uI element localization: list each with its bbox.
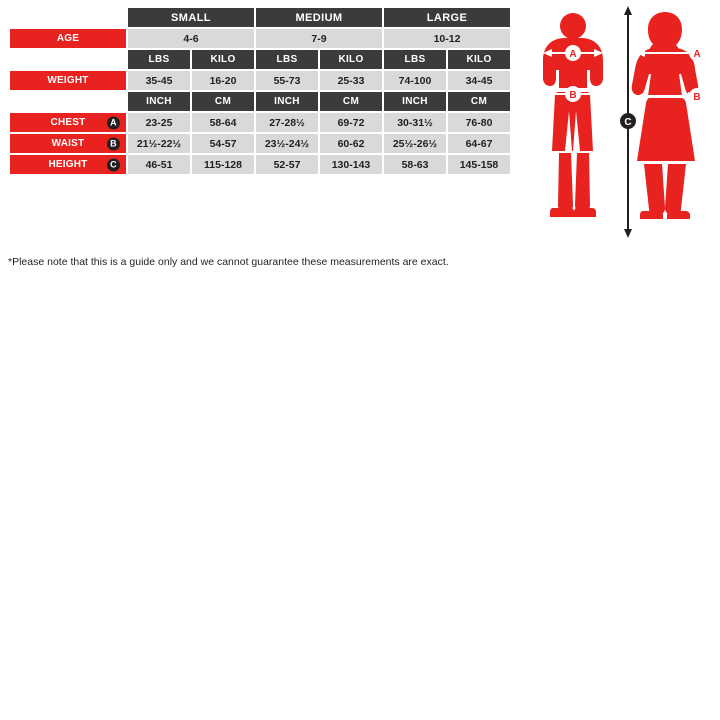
- marker-b-boy-icon: [565, 86, 581, 102]
- chest-cm-small: 58-64: [192, 113, 254, 132]
- marker-a-girl-icon: [689, 45, 705, 61]
- chest-cm-large: 76-80: [448, 113, 510, 132]
- table-row-waist: [10, 134, 510, 153]
- table-row-age: [10, 29, 510, 48]
- measurement-figures: [525, 4, 715, 254]
- row-label-height-text: HEIGHT: [48, 159, 88, 170]
- height-inch-medium: 52-57: [256, 155, 318, 174]
- row-label-age: AGE: [10, 29, 126, 48]
- unit-inch-medium: INCH: [256, 92, 318, 111]
- unit-kilo-large: KILO: [448, 50, 510, 69]
- unit-lbs-large: LBS: [384, 50, 446, 69]
- marker-a-boy-icon: [565, 45, 581, 61]
- unit-lbs-small: LBS: [128, 50, 190, 69]
- height-inch-small: 46-51: [128, 155, 190, 174]
- marker-c-icon: C: [107, 158, 120, 171]
- spacer-cell: [10, 50, 126, 69]
- weight-lbs-medium: 55-73: [256, 71, 318, 90]
- height-inch-large: 58-63: [384, 155, 446, 174]
- waist-cm-small: 54-57: [192, 134, 254, 153]
- table-row-weight: [10, 71, 510, 90]
- height-cm-large: 145-158: [448, 155, 510, 174]
- unit-lbs-medium: LBS: [256, 50, 318, 69]
- table-row-length-units: [10, 92, 510, 111]
- row-label-weight: WEIGHT: [10, 71, 126, 90]
- row-label-chest-text: CHEST: [50, 117, 86, 128]
- unit-kilo-medium: KILO: [320, 50, 382, 69]
- table-row-height: [10, 155, 510, 174]
- disclaimer-note: *Please note that this is a guide only and we cannot guarantee these measurements are exact.: [8, 256, 449, 268]
- marker-b-girl-label: B: [693, 92, 701, 103]
- header-medium: MEDIUM: [256, 8, 382, 27]
- height-cm-small: 115-128: [192, 155, 254, 174]
- marker-a-boy-label: A: [569, 49, 577, 60]
- chest-inch-small: 23-25: [128, 113, 190, 132]
- marker-b-girl-icon: [689, 88, 705, 104]
- table-row-weight-units: [10, 50, 510, 69]
- weight-kilo-small: 16-20: [192, 71, 254, 90]
- waist-cm-large: 64-67: [448, 134, 510, 153]
- chest-inch-large: 30-31½: [384, 113, 446, 132]
- header-small: SMALL: [128, 8, 254, 27]
- weight-lbs-small: 35-45: [128, 71, 190, 90]
- age-small: 4-6: [128, 29, 254, 48]
- chest-cm-medium: 69-72: [320, 113, 382, 132]
- spacer-cell: [10, 92, 126, 111]
- waist-inch-small: 21½-22½: [128, 134, 190, 153]
- row-label-chest: [10, 113, 126, 132]
- marker-b-icon: B: [107, 137, 120, 150]
- unit-kilo-small: KILO: [192, 50, 254, 69]
- weight-lbs-large: 74-100: [384, 71, 446, 90]
- size-chart-table: [8, 6, 512, 176]
- height-cm-medium: 130-143: [320, 155, 382, 174]
- waist-cm-medium: 60-62: [320, 134, 382, 153]
- table-row-size-headers: [10, 8, 510, 27]
- unit-inch-large: INCH: [384, 92, 446, 111]
- row-label-waist: [10, 134, 126, 153]
- unit-cm-large: CM: [448, 92, 510, 111]
- marker-a-icon: A: [107, 116, 120, 129]
- girl-figure-icon: [632, 12, 699, 219]
- unit-cm-medium: CM: [320, 92, 382, 111]
- weight-kilo-large: 34-45: [448, 71, 510, 90]
- waist-inch-medium: 23½-24½: [256, 134, 318, 153]
- boy-waist-arrow-left-icon: [545, 90, 554, 98]
- table-row-chest: [10, 113, 510, 132]
- row-label-height: [10, 155, 126, 174]
- marker-a-girl-label: A: [693, 49, 701, 60]
- weight-kilo-medium: 25-33: [320, 71, 382, 90]
- row-label-waist-text: WAIST: [51, 138, 85, 149]
- unit-cm-small: CM: [192, 92, 254, 111]
- chest-inch-medium: 27-28½: [256, 113, 318, 132]
- height-arrow-bottom-icon: [624, 229, 632, 238]
- figures-svg: [525, 4, 715, 254]
- boy-figure-icon: [543, 13, 603, 217]
- unit-inch-small: INCH: [128, 92, 190, 111]
- age-large: 10-12: [384, 29, 510, 48]
- marker-c-figure-icon: [620, 113, 636, 129]
- boy-waist-arrow-right-icon: [592, 90, 601, 98]
- marker-c-figure-label: C: [624, 117, 632, 128]
- height-arrow-top-icon: [624, 6, 632, 15]
- header-large: LARGE: [384, 8, 510, 27]
- marker-b-boy-label: B: [569, 90, 577, 101]
- age-medium: 7-9: [256, 29, 382, 48]
- waist-inch-large: 25½-26½: [384, 134, 446, 153]
- corner-cell: [10, 8, 126, 27]
